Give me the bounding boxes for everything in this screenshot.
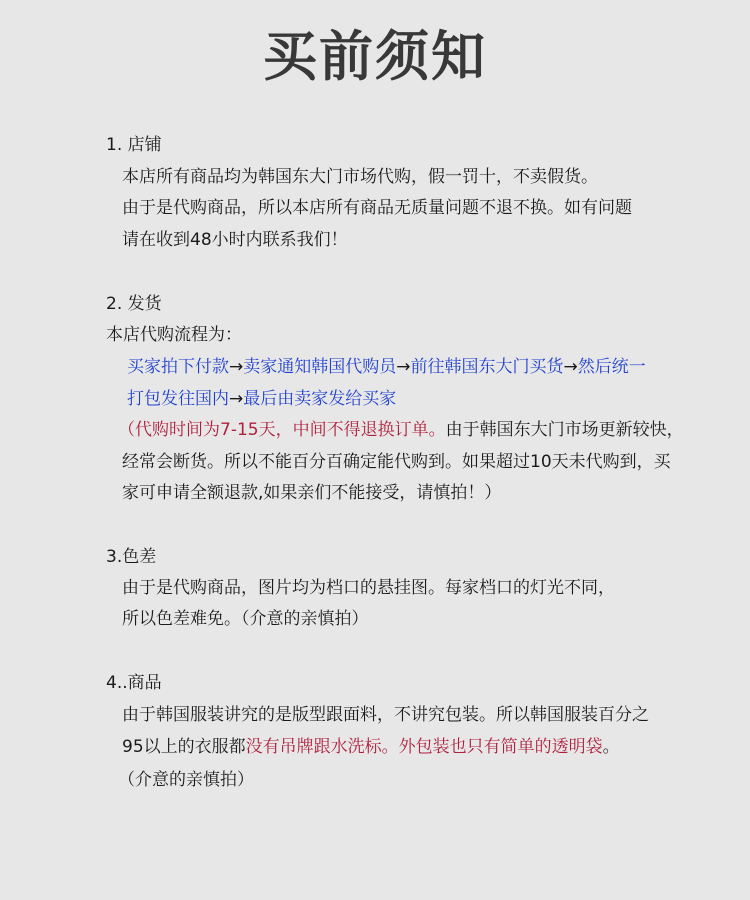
section-goods-line: 由于韩国服装讲究的是版型跟面料，不讲究包装。所以韩国服装百分之: [122, 705, 649, 725]
shipping-note-line: 家可申请全额退款,如果亲们不能接受，请慎拍！）: [122, 483, 502, 503]
arrow-right-icon: →: [229, 389, 244, 409]
section-color-line: 所以色差难免。（介意的亲慎拍）: [122, 609, 369, 629]
flow-step: 然后统一: [577, 357, 646, 377]
arrow-right-icon: →: [396, 357, 411, 377]
arrow-right-icon: →: [563, 357, 578, 377]
section-store-line: 由于是代购商品，所以本店所有商品无质量问题不退不换。如有问题: [122, 198, 632, 218]
shipping-flow-line: [127, 387, 396, 411]
flow-step: 打包发往国内: [127, 389, 229, 409]
note-open-paren: （: [118, 420, 135, 440]
section-goods-line: （介意的亲慎拍）: [118, 770, 254, 790]
page-title: 买前须知: [263, 25, 487, 88]
shipping-note-line: 经常会断货。所以不能百分百确定能代购到。如果超过10天未代购到，买: [122, 452, 671, 472]
goods-text: 95以上的衣服都: [122, 737, 246, 757]
shipping-intro: 本店代购流程为：: [106, 325, 242, 345]
goods-text: 。: [602, 737, 620, 757]
flow-step: 买家拍下付款: [127, 357, 229, 377]
flow-step: 前往韩国东大门买货: [410, 357, 564, 377]
section-store-heading: 1. 店铺: [106, 135, 162, 155]
note-highlight: 代购时间为7-15天，中间不得退换订单。: [135, 420, 446, 440]
section-color-line: 由于是代购商品，图片均为档口的悬挂图。每家档口的灯光不同，: [122, 578, 615, 598]
shipping-note-line: [118, 418, 684, 442]
section-goods-heading: 4..商品: [106, 673, 162, 693]
section-store-line: 本店所有商品均为韩国东大门市场代购，假一罚十，不卖假货。: [122, 167, 598, 187]
section-color-heading: 3.色差: [106, 547, 157, 567]
shipping-flow-line: [127, 355, 646, 379]
flow-step: 卖家通知韩国代购员: [243, 357, 397, 377]
section-shipping-heading: 2. 发货: [106, 294, 162, 314]
section-goods-line: [122, 735, 620, 759]
flow-step: 最后由卖家发给买家: [243, 389, 397, 409]
section-store-line: 请在收到48小时内联系我们！: [122, 230, 348, 250]
arrow-right-icon: →: [229, 357, 244, 377]
note-text: 由于韩国东大门市场更新较快，: [445, 420, 684, 440]
goods-highlight: 没有吊牌跟水洗标。外包装也只有简单的透明袋: [245, 737, 603, 757]
